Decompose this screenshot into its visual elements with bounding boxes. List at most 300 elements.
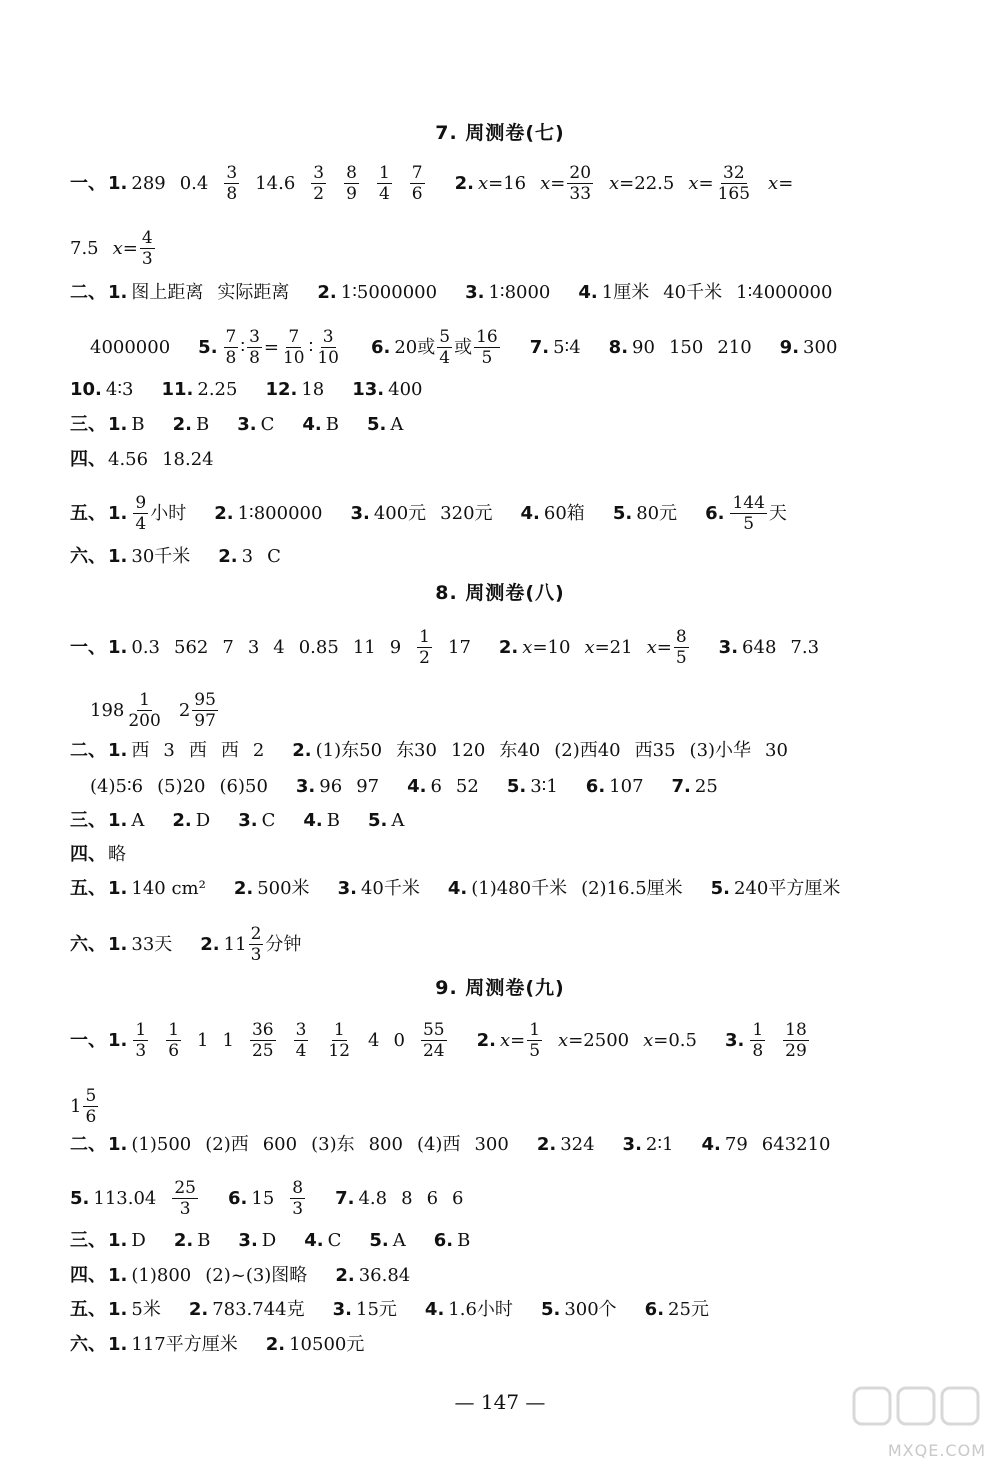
- answer-text: 西35: [634, 740, 676, 761]
- denominator: 33: [569, 184, 592, 204]
- answer-token: [781, 1020, 811, 1061]
- answer-text: 36.84: [358, 1265, 411, 1286]
- answer-text: 0: [393, 1029, 405, 1051]
- question-number: 1.: [108, 1265, 128, 1286]
- denominator: 2: [419, 648, 430, 668]
- answer-token: [474, 1130, 508, 1160]
- answer-text: 400元: [373, 502, 427, 524]
- question-answer: [303, 806, 354, 836]
- numerator: 3: [322, 327, 334, 347]
- variable-x: x: [609, 172, 620, 194]
- answer-token: [742, 633, 776, 663]
- numerator: 55: [422, 1020, 445, 1040]
- answer-text: B: [326, 810, 340, 831]
- answer-token: [353, 633, 376, 663]
- answer-text: x=22.5: [609, 172, 675, 194]
- fraction: [172, 1178, 198, 1219]
- answer-text: 1: [70, 1095, 82, 1117]
- answer-text: 40千米: [663, 282, 723, 303]
- question-number: 1.: [108, 282, 128, 303]
- answer-token: [131, 736, 149, 766]
- question-number: 1.: [108, 740, 128, 761]
- answer-token: [196, 410, 209, 440]
- answer-text: 33天: [131, 933, 173, 955]
- answer-text: 1∶800000: [237, 502, 323, 524]
- question-number: 5.: [540, 1299, 561, 1320]
- answer-token: [309, 163, 328, 204]
- answer-text: 97: [356, 776, 380, 797]
- answer-token: [327, 806, 340, 836]
- numerator: 5: [85, 1086, 97, 1106]
- answer-token: [263, 1130, 297, 1160]
- answer-text: 4000000: [90, 336, 171, 358]
- denominator: 2: [313, 184, 325, 204]
- denominator: 3: [135, 1041, 147, 1061]
- numerator: 1: [135, 1020, 147, 1040]
- question-answer: [368, 806, 418, 836]
- answer-token: [558, 1026, 629, 1056]
- question-number: 4.: [578, 282, 598, 303]
- answer-token: [342, 163, 361, 204]
- question-answer: [234, 874, 324, 904]
- answer-line: [70, 493, 950, 534]
- question-number: 7.: [335, 1187, 355, 1209]
- answer-text: (6)50: [219, 776, 268, 797]
- question-answer: [108, 806, 158, 836]
- answer-text: 0.85: [298, 636, 339, 658]
- answer-token: [602, 278, 649, 308]
- answer-text: 西: [188, 740, 207, 761]
- denominator: 6: [411, 184, 423, 204]
- answer-token: [391, 806, 404, 836]
- answer-token: [131, 493, 186, 534]
- denominator: 8: [249, 348, 260, 368]
- variable-x: x: [646, 636, 657, 658]
- question-number: 5.: [369, 1230, 389, 1251]
- question-number: 3.: [724, 1029, 745, 1051]
- question-answer: [237, 410, 288, 440]
- answer-text: x=21: [584, 636, 633, 658]
- question-number: 4.: [304, 1230, 324, 1251]
- answer-token: [632, 333, 655, 363]
- answer-token: [162, 445, 214, 475]
- answer-token: [765, 736, 788, 766]
- answer-text: 18: [301, 379, 325, 400]
- fraction: [377, 163, 392, 204]
- question-number: 2.: [173, 1230, 194, 1251]
- denominator: 5: [675, 648, 687, 668]
- answer-text: x=: [112, 237, 138, 259]
- answer-token: [93, 1184, 156, 1214]
- denominator: 24: [422, 1041, 445, 1061]
- denominator: 4: [439, 348, 451, 368]
- fraction: [716, 163, 752, 204]
- question-number: 2.: [498, 636, 519, 658]
- answer-token: [554, 736, 620, 766]
- answer-line: [70, 1330, 950, 1360]
- answer-token: [131, 1130, 191, 1160]
- watermark-text: MXQE.COM: [887, 1441, 986, 1460]
- question-answer: [172, 806, 224, 836]
- fraction: [311, 163, 326, 204]
- numerator: 1: [378, 163, 390, 183]
- answer-text: 分钟: [265, 933, 302, 955]
- question-answer: [108, 278, 303, 308]
- answer-text: 4∶3: [105, 379, 134, 400]
- part-label: 一、: [70, 172, 106, 194]
- denominator: 165: [717, 184, 751, 204]
- fraction: [783, 1020, 809, 1061]
- question-number: 6.: [644, 1299, 665, 1320]
- answer-token: [106, 375, 134, 405]
- answer-token: [170, 1178, 200, 1219]
- answer-text: 0.4: [179, 172, 209, 194]
- answer-line: [70, 410, 950, 440]
- denominator: 8: [752, 1041, 764, 1061]
- answer-token: [164, 1020, 183, 1061]
- answer-line: [70, 1086, 950, 1127]
- answer-text: 120: [450, 740, 486, 761]
- numerator: 1: [139, 690, 150, 710]
- question-number: 5.: [612, 502, 633, 524]
- answer-text: x=: [646, 636, 672, 658]
- answer-token: [768, 169, 793, 199]
- answer-text: 西: [220, 740, 239, 761]
- answer-text: x=2500: [558, 1029, 630, 1051]
- variable-x: x: [643, 1029, 654, 1051]
- question-number: 3.: [337, 878, 357, 899]
- question-answer: [702, 1130, 845, 1160]
- question-answer: [521, 499, 599, 529]
- answer-text: 小时: [150, 502, 187, 524]
- denominator: 29: [785, 1041, 807, 1061]
- answer-token: [635, 736, 676, 766]
- answer-text: D: [261, 1230, 277, 1251]
- answer-token: [131, 410, 144, 440]
- numerator: 32: [723, 163, 745, 183]
- question-number: 4.: [447, 878, 468, 899]
- denominator: 5: [481, 348, 493, 368]
- question-number: 1.: [108, 933, 128, 955]
- question-number: 5.: [367, 810, 388, 831]
- part-label: 三、: [70, 1230, 106, 1251]
- answer-token: [390, 410, 403, 440]
- answer-text: 90: [632, 336, 655, 358]
- fraction: [224, 163, 239, 204]
- question-answer: [200, 924, 315, 965]
- answer-text: 或: [454, 336, 473, 358]
- answer-token: [189, 736, 207, 766]
- answer-text: 18.24: [162, 449, 214, 470]
- answer-text: 1.6小时: [448, 1299, 513, 1320]
- answer-line: [70, 1295, 950, 1325]
- question-number: 3.: [332, 1299, 353, 1320]
- question-answer: [70, 1086, 114, 1127]
- variable-x: x: [499, 1029, 511, 1051]
- answer-token: [131, 169, 165, 199]
- denominator: 5: [743, 514, 755, 534]
- answer-token: [499, 736, 540, 766]
- fraction: [750, 1020, 765, 1061]
- question-answer: [108, 542, 204, 572]
- answer-token: [668, 1295, 709, 1325]
- answer-token: [690, 736, 752, 766]
- answer-line: [70, 627, 950, 668]
- answer-token: [544, 499, 585, 529]
- answer-text: 150: [668, 336, 704, 358]
- question-answer: [161, 375, 251, 405]
- question-answer: [108, 1261, 321, 1291]
- answer-token: [251, 1184, 274, 1214]
- answer-line: [70, 375, 950, 405]
- answer-text: 3: [163, 740, 175, 761]
- denominator: 97: [194, 711, 216, 731]
- answer-text: 4: [273, 636, 285, 658]
- answer-text: (2)16.5厘米: [581, 878, 683, 899]
- answer-text: ∶: [240, 336, 246, 358]
- answer-text: 1厘米: [601, 282, 650, 303]
- question-number: 4.: [407, 776, 427, 797]
- answer-text: 8: [401, 1187, 413, 1209]
- question-number: 6.: [433, 1230, 454, 1251]
- numerator: 16: [476, 327, 498, 347]
- question-answer: [296, 772, 393, 802]
- denominator: 12: [328, 1041, 351, 1061]
- question-number: 2.: [317, 282, 337, 303]
- answer-token: [131, 1226, 145, 1256]
- answer-token: [456, 772, 479, 802]
- numerator: 3: [313, 163, 325, 183]
- question-number: 2.: [265, 1334, 286, 1355]
- question-number: 6.: [228, 1187, 248, 1209]
- answer-token: [522, 633, 570, 663]
- answer-token: [564, 1295, 616, 1325]
- fraction: [249, 924, 264, 965]
- answer-token: [131, 278, 203, 308]
- question-number: 5.: [366, 414, 387, 435]
- denominator: 4: [295, 1041, 307, 1061]
- answer-line: [70, 445, 950, 475]
- question-answer: [108, 930, 186, 960]
- question-answer: [507, 772, 572, 802]
- question-answer: [350, 499, 506, 529]
- denominator: 5: [529, 1041, 541, 1061]
- answer-token: [197, 375, 237, 405]
- denominator: 3: [141, 249, 153, 269]
- answer-token: [319, 772, 342, 802]
- question-number: 2.: [536, 1134, 557, 1155]
- answer-text: 1: [222, 1029, 234, 1051]
- question-number: 6.: [705, 502, 725, 524]
- question-number: 1.: [108, 1134, 128, 1155]
- answer-text: 1∶5000000: [340, 282, 438, 303]
- answer-text: 图上距离: [131, 282, 204, 303]
- answer-line: [90, 772, 950, 802]
- answer-line: [70, 806, 950, 836]
- answer-token: [299, 633, 339, 663]
- answer-token: [180, 169, 209, 199]
- answer-token: [131, 1295, 160, 1325]
- question-number: 5.: [710, 878, 731, 899]
- denominator: 10: [317, 348, 339, 368]
- answer-token: [530, 772, 558, 802]
- question-answer: [108, 1295, 175, 1325]
- fraction: [674, 627, 689, 668]
- question-answer: [70, 228, 171, 269]
- answer-token: [688, 163, 754, 204]
- question-number: 3.: [465, 282, 485, 303]
- question-answer: [338, 874, 434, 904]
- numerator: 1: [333, 1020, 345, 1040]
- question-answer: [645, 1295, 723, 1325]
- answer-text: 3: [241, 546, 254, 567]
- answer-token: [205, 1261, 307, 1291]
- answer-token: [289, 1330, 364, 1360]
- question-answer: [70, 375, 147, 405]
- answer-text: 140 cm²: [131, 878, 206, 899]
- numerator: 7: [411, 163, 423, 183]
- answer-text: 9: [389, 636, 402, 658]
- answer-text: x=: [688, 172, 714, 194]
- question-answer: [711, 874, 855, 904]
- answer-token: [374, 499, 426, 529]
- variable-x: x: [540, 172, 551, 194]
- part-label: 一、: [70, 1029, 106, 1051]
- answer-text: D: [131, 1230, 146, 1251]
- question-answer: [477, 1020, 711, 1061]
- answer-token: [390, 633, 401, 663]
- answer-token: [415, 627, 434, 668]
- denominator: 25: [251, 1041, 274, 1061]
- question-number: 1.: [108, 636, 128, 658]
- question-number: 4.: [701, 1134, 721, 1155]
- question-answer: [369, 1226, 419, 1256]
- answer-line: [70, 736, 950, 766]
- question-number: 5.: [506, 776, 527, 797]
- answer-text: (1)东50: [315, 740, 383, 761]
- answer-token: [262, 806, 276, 836]
- answer-token: [417, 1130, 461, 1160]
- numerator: 144: [732, 493, 765, 513]
- question-number: 2.: [214, 502, 234, 524]
- answer-token: [359, 1261, 411, 1291]
- answer-token: [451, 736, 485, 766]
- question-answer: [90, 772, 282, 802]
- part-label: 二、: [70, 282, 106, 303]
- numerator: 36: [251, 1020, 274, 1040]
- answer-token: [197, 1226, 210, 1256]
- question-answer: [613, 499, 691, 529]
- answer-text: 4.56: [108, 449, 149, 470]
- question-number: 4.: [520, 502, 540, 524]
- fraction: [437, 327, 452, 368]
- answer-token: [113, 228, 157, 269]
- numerator: 8: [292, 1178, 304, 1198]
- answer-text: (2)西40: [554, 740, 621, 761]
- answer-text: 210: [717, 336, 752, 358]
- answer-line: [70, 542, 950, 572]
- answer-text: 643210: [761, 1134, 831, 1155]
- answer-token: [131, 930, 172, 960]
- question-number: 3.: [237, 414, 257, 435]
- answer-token: [261, 410, 275, 440]
- part-label: 三、: [70, 414, 106, 435]
- answer-token: [324, 1020, 354, 1061]
- part-label: 四、: [70, 449, 106, 470]
- answer-token: [328, 1226, 342, 1256]
- part-label: 二、: [70, 1134, 106, 1155]
- answer-text: 113.04: [93, 1187, 157, 1209]
- answer-token: [478, 169, 526, 199]
- answer-token: [394, 327, 501, 368]
- answer-text: 300: [474, 1134, 509, 1155]
- answer-text: 天: [768, 502, 787, 524]
- numerator: 1: [419, 627, 430, 647]
- answer-text: 300: [803, 336, 838, 358]
- question-number: 1.: [108, 172, 128, 194]
- answer-text: 5米: [131, 1299, 161, 1320]
- question-number: 3.: [350, 502, 370, 524]
- numerator: 4: [141, 228, 153, 248]
- answer-token: [803, 333, 837, 363]
- answer-token: [401, 1184, 412, 1214]
- numerator: 1: [168, 1020, 180, 1040]
- answer-token: [222, 327, 343, 368]
- answer-text: C: [327, 1230, 342, 1251]
- answer-token: [179, 690, 220, 731]
- answer-token: [734, 874, 840, 904]
- answer-token: [636, 499, 677, 529]
- answer-token: [540, 163, 595, 204]
- question-answer: [108, 874, 220, 904]
- question-number: 2.: [200, 933, 220, 955]
- question-answer: [108, 1130, 523, 1160]
- answer-text: x=: [768, 172, 794, 194]
- answer-token: [221, 736, 239, 766]
- answer-token: [90, 690, 165, 731]
- part-label: 二、: [70, 740, 106, 761]
- question-number: 2.: [172, 414, 192, 435]
- fraction: [527, 1020, 542, 1061]
- question-answer: [174, 1226, 225, 1256]
- question-answer: [578, 278, 846, 308]
- answer-token: [448, 1295, 513, 1325]
- answer-text: 3: [247, 636, 260, 658]
- answer-line: [70, 278, 950, 308]
- question-number: 1.: [108, 546, 128, 567]
- answer-token: [131, 874, 205, 904]
- answer-token: [358, 1184, 387, 1214]
- answer-text: 30: [765, 740, 788, 761]
- answer-token: [196, 806, 210, 836]
- answer-token: [217, 278, 289, 308]
- question-number: 3.: [238, 1230, 258, 1251]
- variable-x: x: [522, 636, 533, 658]
- question-answer: [530, 333, 595, 363]
- answer-line: [70, 1226, 950, 1256]
- answer-token: [609, 772, 643, 802]
- answer-token: [108, 445, 148, 475]
- answer-token: [748, 1020, 767, 1061]
- answer-text: 20或: [394, 336, 436, 358]
- answer-token: [205, 1130, 249, 1160]
- question-answer: [541, 1295, 631, 1325]
- variable-x: x: [768, 172, 779, 194]
- answer-text: 7.5: [70, 237, 99, 259]
- part-label: 四、: [70, 844, 106, 865]
- fraction: [730, 493, 766, 534]
- answer-token: [448, 633, 471, 663]
